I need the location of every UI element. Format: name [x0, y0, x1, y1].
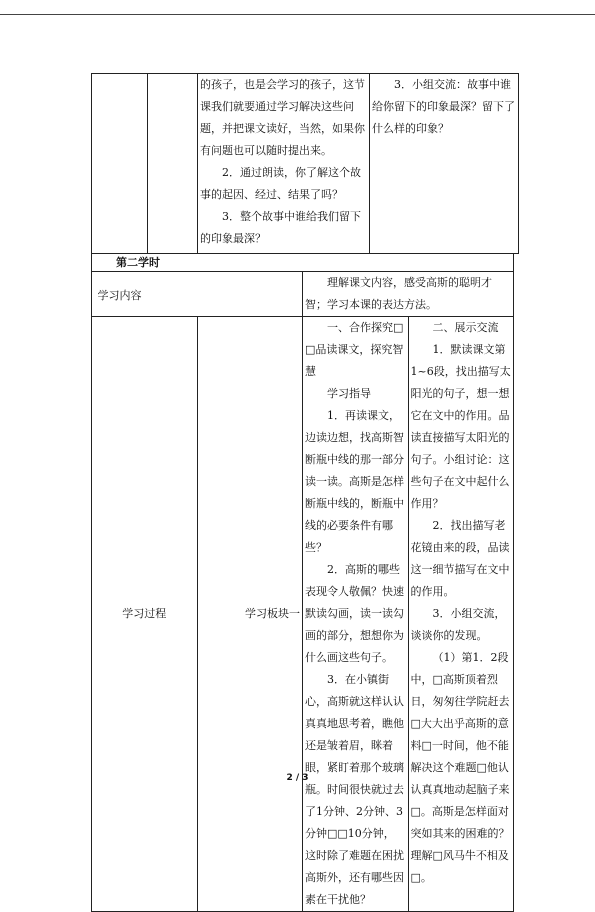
paragraph: 3．在小镇街心，高斯就这样认认真真地思考着，瞧他还是皱着眉，眯着眼，紧盯着那个玻璃瓶。时间很快就过去了1分钟、2分钟、3分钟□□10分钟，这时除了难题在困扰高斯外，还有哪些因素在干扰他？: [305, 673, 404, 906]
empty-cell: [148, 74, 198, 254]
student-activity-cell: [408, 317, 514, 912]
paragraph: 2．找出描写老花镜由来的段，品读这一细节描写在文中的作用。: [410, 519, 510, 598]
paragraph: 一、合作探究□□品读课文，探究智慧: [305, 321, 404, 378]
content-label-cell: [92, 272, 303, 317]
paragraph: 3．小组交流：故事中谁给你留下的印象最深？留下了什么样的印象？: [372, 78, 515, 135]
page-number: 2 / 3: [286, 773, 309, 783]
empty-cell: [92, 74, 148, 254]
paragraph: 3．整个故事中谁给我们留下的印象最深？: [200, 210, 361, 245]
paragraph: 2．高斯的哪些表现令人敬佩？快速默读勾画，读一读勾画的部分，想想你为什么画这些句子。: [305, 563, 404, 664]
lesson-table-continued: [91, 73, 519, 254]
process-label-cell: [92, 317, 198, 912]
teacher-guide-cell: [198, 74, 370, 254]
process-label: 学习过程: [122, 607, 167, 620]
content-text: 理解课文内容，感受高斯的聪明才智；学习本课的表达方法。: [305, 276, 492, 311]
content-label: 学习内容: [97, 289, 142, 302]
paragraph: 1．再读课文，边读边想，找高斯智断瓶中线的那一部分读一读。高斯是怎样断瓶中线的，断瓶中线的必要条件有哪些？: [305, 409, 404, 554]
paragraph: 的孩子，也是会学习的孩子，这节课我们就要通过学习解决这些问题，并把课文读好，当然，如果你有问题也可以随时提出来。: [200, 78, 365, 157]
student-activity-cell: [370, 74, 519, 254]
paragraph: （1）第1．2段中，□高斯顶着烈日，匆匆往学院赶去□大大出乎高斯的意料□一时间，他不能解决这个难题□他认认真真地动起脑子来□。高斯是怎样面对突如其来的困难的？理解□风马牛不相及□。: [410, 651, 510, 884]
paragraph: 3．小组交流，谈谈你的发现。: [410, 607, 506, 642]
paragraph: 2．通过朗读，你了解这个故事的起因、经过、结果了吗？: [200, 166, 361, 201]
paragraph: 学习指导: [327, 387, 371, 400]
paragraph: 二、展示交流: [432, 321, 499, 334]
content-text-cell: [303, 272, 514, 317]
paragraph: 1．默读课文第1~6段，找出描写太阳光的句子，想一想它在文中的作用。品读直接描写太阳光的句子。小组讨论：这些句子在文中起什么作用？: [410, 343, 511, 510]
module-label: 学习板块一: [245, 607, 300, 620]
teacher-guide-cell: [303, 317, 409, 912]
section-title: 第二学时: [92, 254, 514, 272]
lesson-table-second-period: [91, 253, 514, 912]
module-label-cell: [197, 317, 303, 912]
header-rule: [0, 14, 595, 15]
